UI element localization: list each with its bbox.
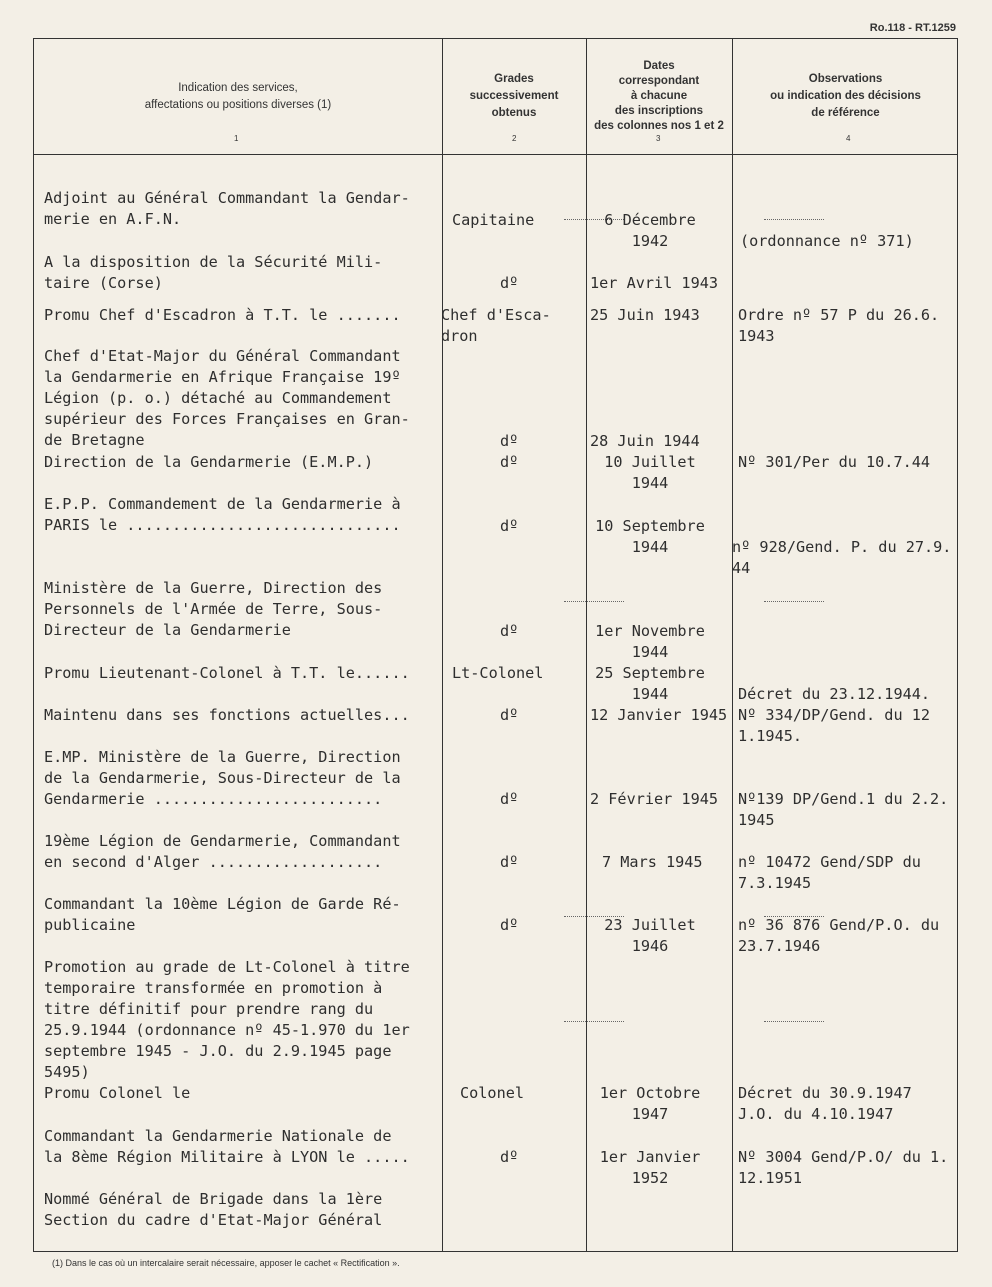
row-observation: Ordre nº 57 P du 26.6. 1943 [738,306,940,345]
row-service: Ministère de la Guerre, Direction des Personnels de l'Armée de Terre, Sous- Directeur de la Gendarmerie [44,579,383,639]
row-observation: Décret du 30.9.1947 J.O. du 4.10.1947 [738,1084,912,1123]
row-observation: Décret du 23.12.1944. [738,685,931,703]
row-service: Adjoint au Général Commandant la Gendar- merie en A.F.N. [44,189,410,228]
row-grade: Chef d'Esca- dron [441,306,551,345]
row-observation: (ordonnance nº 371) [740,232,914,250]
row-service: Promu Chef d'Escadron à T.T. le ....... [44,306,401,324]
row-observation: Nº139 DP/Gend.1 du 2.2. 1945 [738,790,949,829]
row-grade: Colonel [460,1084,525,1102]
row-service: Promu Colonel le [44,1084,191,1102]
column-divider [442,39,443,1251]
row-date: 2 Février 1945 [590,790,719,808]
row-grade: dº [500,517,519,535]
dotted-mark [764,219,824,220]
row-observation: nº 36 876 Gend/P.O. du 23.7.1946 [738,916,940,955]
row-date: 1er Octobre 1947 [599,1084,701,1123]
footnote: (1) Dans le cas où un intercalaire serait nécessaire, apposer le cachet « Rectification ». [52,1258,400,1268]
column-number-2: 2 [512,134,517,143]
row-observation: nº 928/Gend. P. du 27.9. 44 [732,538,952,577]
header-services: Indication des services, affectations ou positions diverses (1) [144,81,332,111]
row-grade: dº [500,1148,519,1166]
column-divider [586,39,587,1251]
row-grade: dº [500,274,519,292]
row-service: Chef d'Etat-Major du Général Commandant la Gendarmerie en Afrique Française 19º Légion (p. o.) détaché au Commandement supérieur des Forces Françaises en Gran- de Bretagne [44,347,410,449]
row-service: E.P.P. Commandement de la Gendarmerie à PARIS le .............................. [44,495,401,534]
header-grades: Grades successivement obtenus [469,73,559,119]
row-date: 12 Janvier 1945 [590,706,728,724]
column-divider [732,39,733,1251]
dotted-mark [764,1021,824,1022]
row-service: Commandant la 10ème Légion de Garde Ré- publicaine [44,895,401,934]
row-service: 19ème Légion de Gendarmerie, Commandant en second d'Alger ................... [44,832,401,871]
row-grade: dº [500,432,519,450]
header-divider [34,154,957,155]
row-service: Direction de la Gendarmerie (E.M.P.) [44,453,374,471]
row-date: 1er Novembre 1944 [595,622,705,661]
row-service: Promu Lieutenant-Colonel à T.T. le...... [44,664,410,682]
dotted-mark [564,601,624,602]
header-observations: Observations ou indication des décisions de référence [770,73,921,119]
row-grade: dº [500,916,519,934]
row-observation: Nº 334/DP/Gend. du 12 1.1945. [738,706,931,745]
row-service: E.MP. Ministère de la Guerre, Direction de la Gendarmerie, Sous-Directeur de la Gendarmerie ......................... [44,748,401,808]
row-grade: dº [500,453,519,471]
row-date: 25 Juin 1943 [590,306,700,324]
row-date: 10 Septembre 1944 [595,517,705,556]
row-observation: nº 10472 Gend/SDP du 7.3.1945 [738,853,921,892]
row-date: 28 Juin 1944 [590,432,700,450]
dotted-mark [764,601,824,602]
row-service: Nommé Général de Brigade dans la 1ère Section du cadre d'Etat-Major Général [44,1190,383,1229]
row-grade: dº [500,706,519,724]
row-service: Maintenu dans ses fonctions actuelles... [44,706,410,724]
row-date: 1er Janvier 1952 [599,1148,701,1187]
row-grade: dº [500,790,519,808]
row-service: Commandant la Gendarmerie Nationale de la 8ème Région Militaire à LYON le ..... [44,1127,410,1166]
row-date: 6 Décembre 1942 [604,211,696,250]
form-reference: Ro.118 - RT.1259 [869,22,956,34]
row-grade: dº [500,853,519,871]
row-grade: dº [500,622,519,640]
column-number-4: 4 [846,134,851,143]
row-date: 23 Juillet 1946 [604,916,696,955]
row-observation: Nº 3004 Gend/P.O/ du 1. 12.1951 [738,1148,949,1187]
row-date: 10 Juillet 1944 [604,453,696,492]
row-service: Promotion au grade de Lt-Colonel à titre temporaire transformée en promotion à titre définitif pour prendre rang du 25.9.1944 (ordonnance nº 45-1.970 du 1er septembre 1945 - J.O. du 2.9.1945 page 5495) [44,958,410,1081]
row-grade: Lt-Colonel [452,664,544,682]
dotted-mark [564,1021,624,1022]
row-date: 1er Avril 1943 [590,274,719,292]
column-number-3: 3 [656,134,661,143]
row-date: 7 Mars 1945 [602,853,703,871]
row-service: A la disposition de la Sécurité Mili- taire (Corse) [44,253,383,292]
row-grade: Capitaine [452,211,535,229]
row-observation: Nº 301/Per du 10.7.44 [738,453,931,471]
row-date: 25 Septembre 1944 [595,664,705,703]
column-number-1: 1 [234,134,239,143]
header-dates: Dates correspondant à chacune des inscriptions des colonnes nos 1 et 2 [594,60,724,132]
